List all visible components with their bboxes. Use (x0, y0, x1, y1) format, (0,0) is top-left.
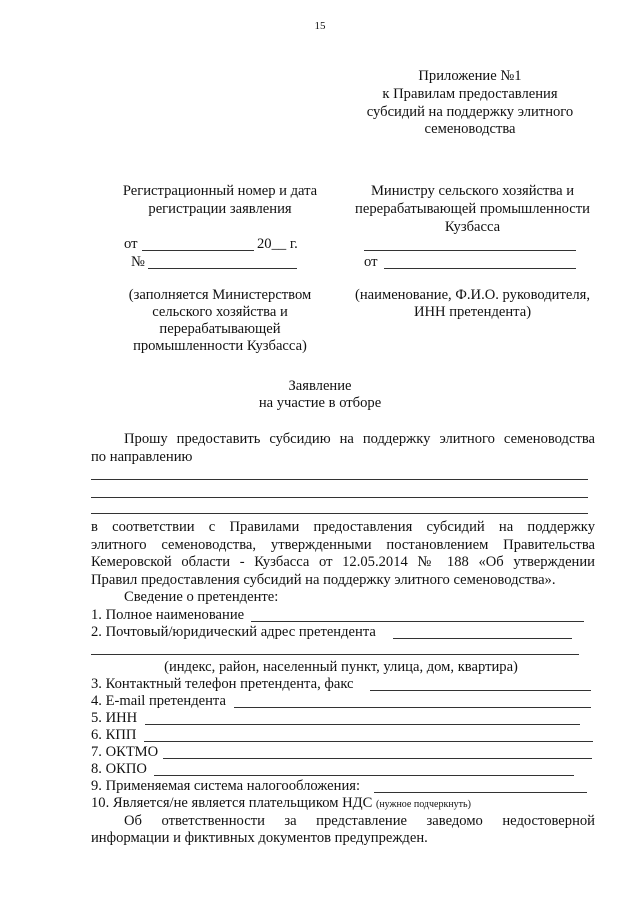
field-vat-text: 10. Является/не является плательщиком НДС (91, 795, 373, 811)
field-tax-system-input[interactable] (374, 792, 587, 793)
field-okpo-label: 8. ОКПО (91, 761, 147, 777)
registration-note-3: перерабатывающей (159, 321, 281, 337)
addressee-line-2: перерабатывающей промышленности (355, 201, 590, 217)
field-phone-label: 3. Контактный телефон претендента, факс (91, 676, 354, 692)
registration-note-1: (заполняется Министерством (128, 287, 312, 303)
responsibility-line-2: информации и фиктивных документов предупрежден. (91, 830, 428, 846)
field-address-input-2[interactable] (91, 654, 579, 655)
field-vat-note: (нужное подчеркнуть) (375, 799, 471, 810)
appendix-line-2: к Правилам предоставления (382, 86, 558, 102)
appendix-line-4: семеноводства (424, 121, 516, 137)
field-kpp-input[interactable] (144, 741, 593, 742)
field-address-input[interactable] (393, 638, 572, 639)
registration-date-prefix: от (124, 236, 138, 252)
addressee-line-3: Кузбасса (444, 219, 501, 235)
rules-paragraph-line-2: элитного семеноводства, утвержденными постановлением Правительства (91, 537, 595, 553)
registration-note-4: промышленности Кузбасса) (133, 338, 307, 354)
field-tax-system-label: 9. Применяемая система налогообложения: (91, 778, 361, 794)
registration-year: 20__ г. (257, 236, 298, 252)
registration-title-2: регистрации заявления (148, 201, 292, 217)
applicant-from-prefix: от (364, 254, 378, 270)
field-full-name-label: 1. Полное наименование (91, 607, 245, 623)
addressee-note-2: ИНН претендента) (413, 304, 532, 320)
field-oktmo-label: 7. ОКТМО (91, 744, 159, 760)
appendix-line-1: Приложение №1 (418, 68, 522, 84)
addressee-line-1: Министру сельского хозяйства и (370, 183, 575, 199)
field-email-input[interactable] (234, 707, 591, 708)
field-oktmo-input[interactable] (163, 758, 592, 759)
field-phone-input[interactable] (370, 690, 591, 691)
registration-date-field[interactable] (142, 250, 254, 251)
applicant-info-heading: Сведение о претенденте: (124, 589, 279, 605)
field-vat-label (91, 795, 471, 812)
applicant-line-field[interactable] (364, 250, 576, 251)
field-address-label: 2. Почтовый/юридический адрес претендента (91, 624, 376, 640)
document-title: Заявление (288, 378, 352, 394)
field-okpo-input[interactable] (154, 775, 574, 776)
rules-paragraph-line-1: в соответствии с Правилами предоставления субсидий на поддержку (91, 519, 595, 535)
field-inn-label: 5. ИНН (91, 710, 138, 726)
request-line-2: по направлению (91, 449, 193, 465)
field-full-name-input[interactable] (251, 621, 584, 622)
responsibility-line-1: Об ответственности за представление заведомо недостоверной (124, 813, 595, 829)
field-inn-input[interactable] (145, 724, 580, 725)
direction-field-1[interactable] (91, 479, 588, 480)
document-subtitle: на участие в отборе (258, 395, 382, 411)
addressee-note-1: (наименование, Ф.И.О. руководителя, (355, 287, 590, 303)
rules-paragraph-line-3: Кемеровской области - Кузбасса от 12.05.2014 № 188 «Об утверждении (91, 554, 595, 570)
field-email-label: 4. E-mail претендента (91, 693, 226, 709)
direction-field-2[interactable] (91, 497, 588, 498)
direction-field-3[interactable] (91, 513, 588, 514)
registration-note-2: сельского хозяйства и (152, 304, 288, 320)
page-number: 15 (314, 20, 326, 32)
registration-title-1: Регистрационный номер и дата (122, 183, 318, 199)
request-line-1: Прошу предоставить субсидию на поддержку элитного семеноводства (124, 431, 595, 447)
registration-number-field[interactable] (148, 268, 297, 269)
appendix-line-3: субсидий на поддержку элитного (366, 104, 574, 120)
address-hint: (индекс, район, населенный пункт, улица, дом, квартира) (164, 659, 518, 675)
rules-paragraph-line-4: Правил предоставления субсидий на поддержку элитного семеноводства». (91, 572, 556, 588)
applicant-from-field[interactable] (384, 268, 576, 269)
registration-number-prefix: № (131, 254, 145, 270)
field-kpp-label: 6. КПП (91, 727, 137, 743)
